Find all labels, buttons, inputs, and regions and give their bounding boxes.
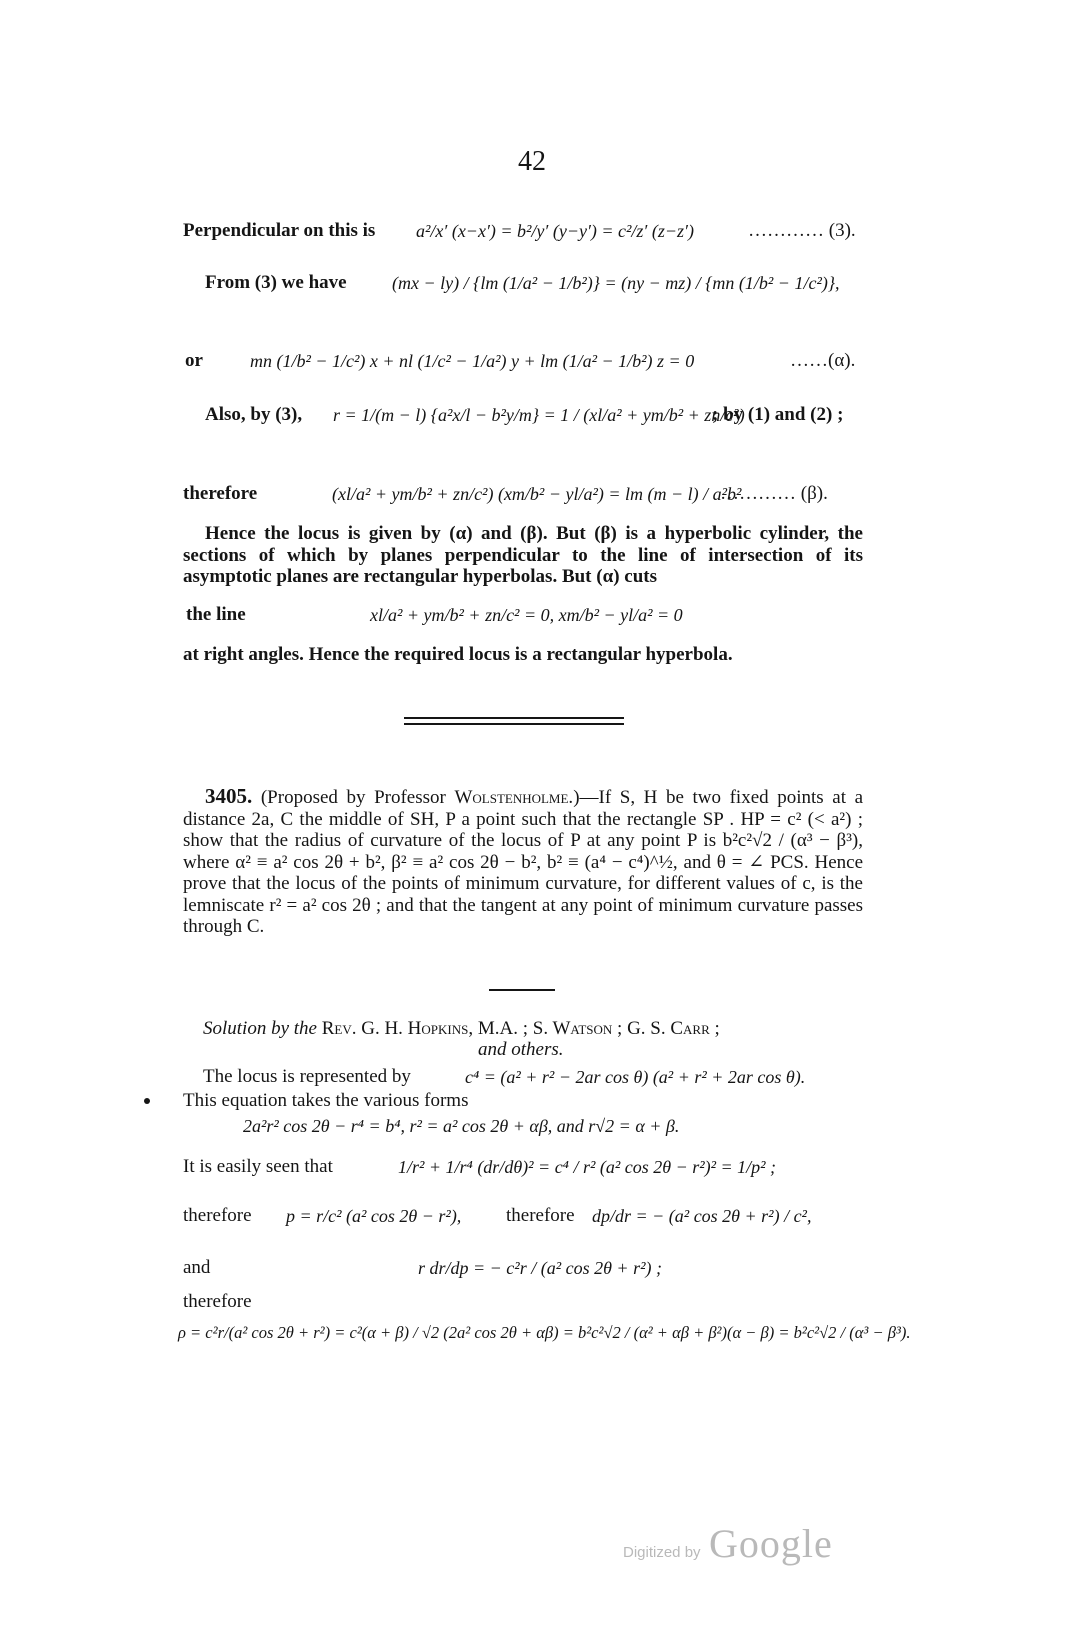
double-rule-bottom (404, 723, 624, 725)
rho-equation: ρ = c²r/(a² cos 2θ + r²) = c²(α + β) / √2 (2a² cos 2θ + αβ) = b²c²√2 / (α² + αβ + β²)(α − β) = b²c²√2 / (α³ − β³). (178, 1323, 911, 1342)
conclusion-line: at right angles. Hence the required locus is a rectangular hyperbola. (183, 644, 733, 665)
equation-ref-alpha: ……(α). (790, 350, 856, 371)
curvature-equation: 1/r² + 1/r⁴ (dr/dθ)² = c⁴ / r² (a² cos 2θ − r²)² = 1/p² ; (398, 1157, 777, 1177)
therefore-label-3: therefore (506, 1205, 575, 1226)
proposer-prefix: (Proposed by Professor (260, 787, 446, 808)
r-dr-dp-equation: r dr/dp = − c²r / (a² cos 2θ + r²) ; (418, 1258, 662, 1278)
equation-ref-3: ………… (3). (748, 220, 856, 241)
question-number: 3405. (205, 784, 253, 808)
equation-from-3: (mx − ly) / {lm (1/a² − 1/b²)} = (ny − mz) / {mn (1/b² − 1/c²)}, (392, 273, 840, 293)
dp-dr-equation: dp/dr = − (a² cos 2θ + r²) / c², (592, 1206, 812, 1226)
easily-seen-label: It is easily seen that (183, 1156, 333, 1177)
short-rule (489, 989, 555, 991)
equation-ref-beta: ………… (β). (720, 483, 828, 504)
google-logo: Google (709, 1521, 833, 1566)
forms-equation: 2a²r² cos 2θ − r⁴ = b⁴, r² = a² cos 2θ + αβ, and r√2 = α + β. (243, 1116, 680, 1136)
by-1-and-2-label: ; by (1) and (2) ; (712, 404, 844, 425)
solution-authors: Rev. G. H. Hopkins, M.A. ; S. Watson ; G. S. Carr ; (321, 1018, 720, 1039)
solution-header (203, 1018, 720, 1040)
locus-label: The locus is represented by (203, 1066, 411, 1087)
or-label: or (185, 350, 203, 371)
page-number: 42 (518, 146, 546, 177)
equation-alpha: mn (1/b² − 1/c²) x + nl (1/c² − 1/a²) y + lm (1/a² − 1/b²) z = 0 (250, 351, 695, 371)
proposer-name: Wolstenholme. (454, 787, 574, 808)
equation-r: r = 1/(m − l) {a²x/l − b²y/m} = 1 / (xl/a² + ym/b² + zn/c²) (333, 405, 745, 425)
therefore-label-2: therefore (183, 1205, 252, 1226)
also-by-3-label: Also, by (3), (205, 404, 303, 425)
watermark-prefix: Digitized by (623, 1544, 701, 1561)
question-paragraph (183, 786, 863, 938)
double-rule-top (404, 717, 624, 719)
hence-paragraph: Hence the locus is given by (α) and (β). But (β) is a hyperbolic cylinder, the sections of which by planes perpendicular to the line of intersection of its asymptotic planes are rectangular hyperbolas. But (α) cuts (183, 523, 863, 587)
equation-3: a²/x′ (x−x′) = b²/y′ (y−y′) = c²/z′ (z−z′) (416, 221, 694, 241)
solution-by-label: Solution by the (203, 1018, 317, 1039)
equation-line: xl/a² + ym/b² + zn/c² = 0, xm/b² − yl/a² = 0 (370, 605, 683, 625)
p-equation: p = r/c² (a² cos 2θ − r²), (286, 1206, 462, 1226)
the-line-label: the line (186, 604, 246, 625)
perpendicular-label: Perpendicular on this is (183, 220, 376, 241)
question-text: )—If S, H be two fixed points at a distance 2a, C the middle of SH, P a point such that the rectangle SP . HP = c² (< a²) ; show that the radius of curvature of the locus of P at any point P is b²c²√2 / (α³ − β³), where α² ≡ a² cos 2θ + b², β² ≡ a² cos 2θ − b², b² ≡ (a⁴ − c⁴)^½, and θ = ∠ PCS. Hence prove that the locus of the points of minimum curvature, for different values of c, is the lemniscate r² = a² cos 2θ ; and that the tangent at any point of minimum curvature passes through C. (183, 787, 864, 937)
therefore-label-1: therefore (183, 483, 258, 504)
various-forms-line: This equation takes the various forms (183, 1090, 469, 1111)
equation-beta: (xl/a² + ym/b² + zn/c²) (xm/b² − yl/a²) = lm (m − l) / a²b² (332, 484, 742, 504)
from-3-label: From (3) we have (205, 272, 347, 293)
and-label: and (183, 1257, 211, 1278)
locus-equation: c⁴ = (a² + r² − 2ar cos θ) (a² + r² + 2ar cos θ). (465, 1067, 806, 1087)
margin-dot (144, 1098, 150, 1104)
therefore-label-4: therefore (183, 1291, 252, 1312)
and-others: and others. (478, 1039, 564, 1060)
